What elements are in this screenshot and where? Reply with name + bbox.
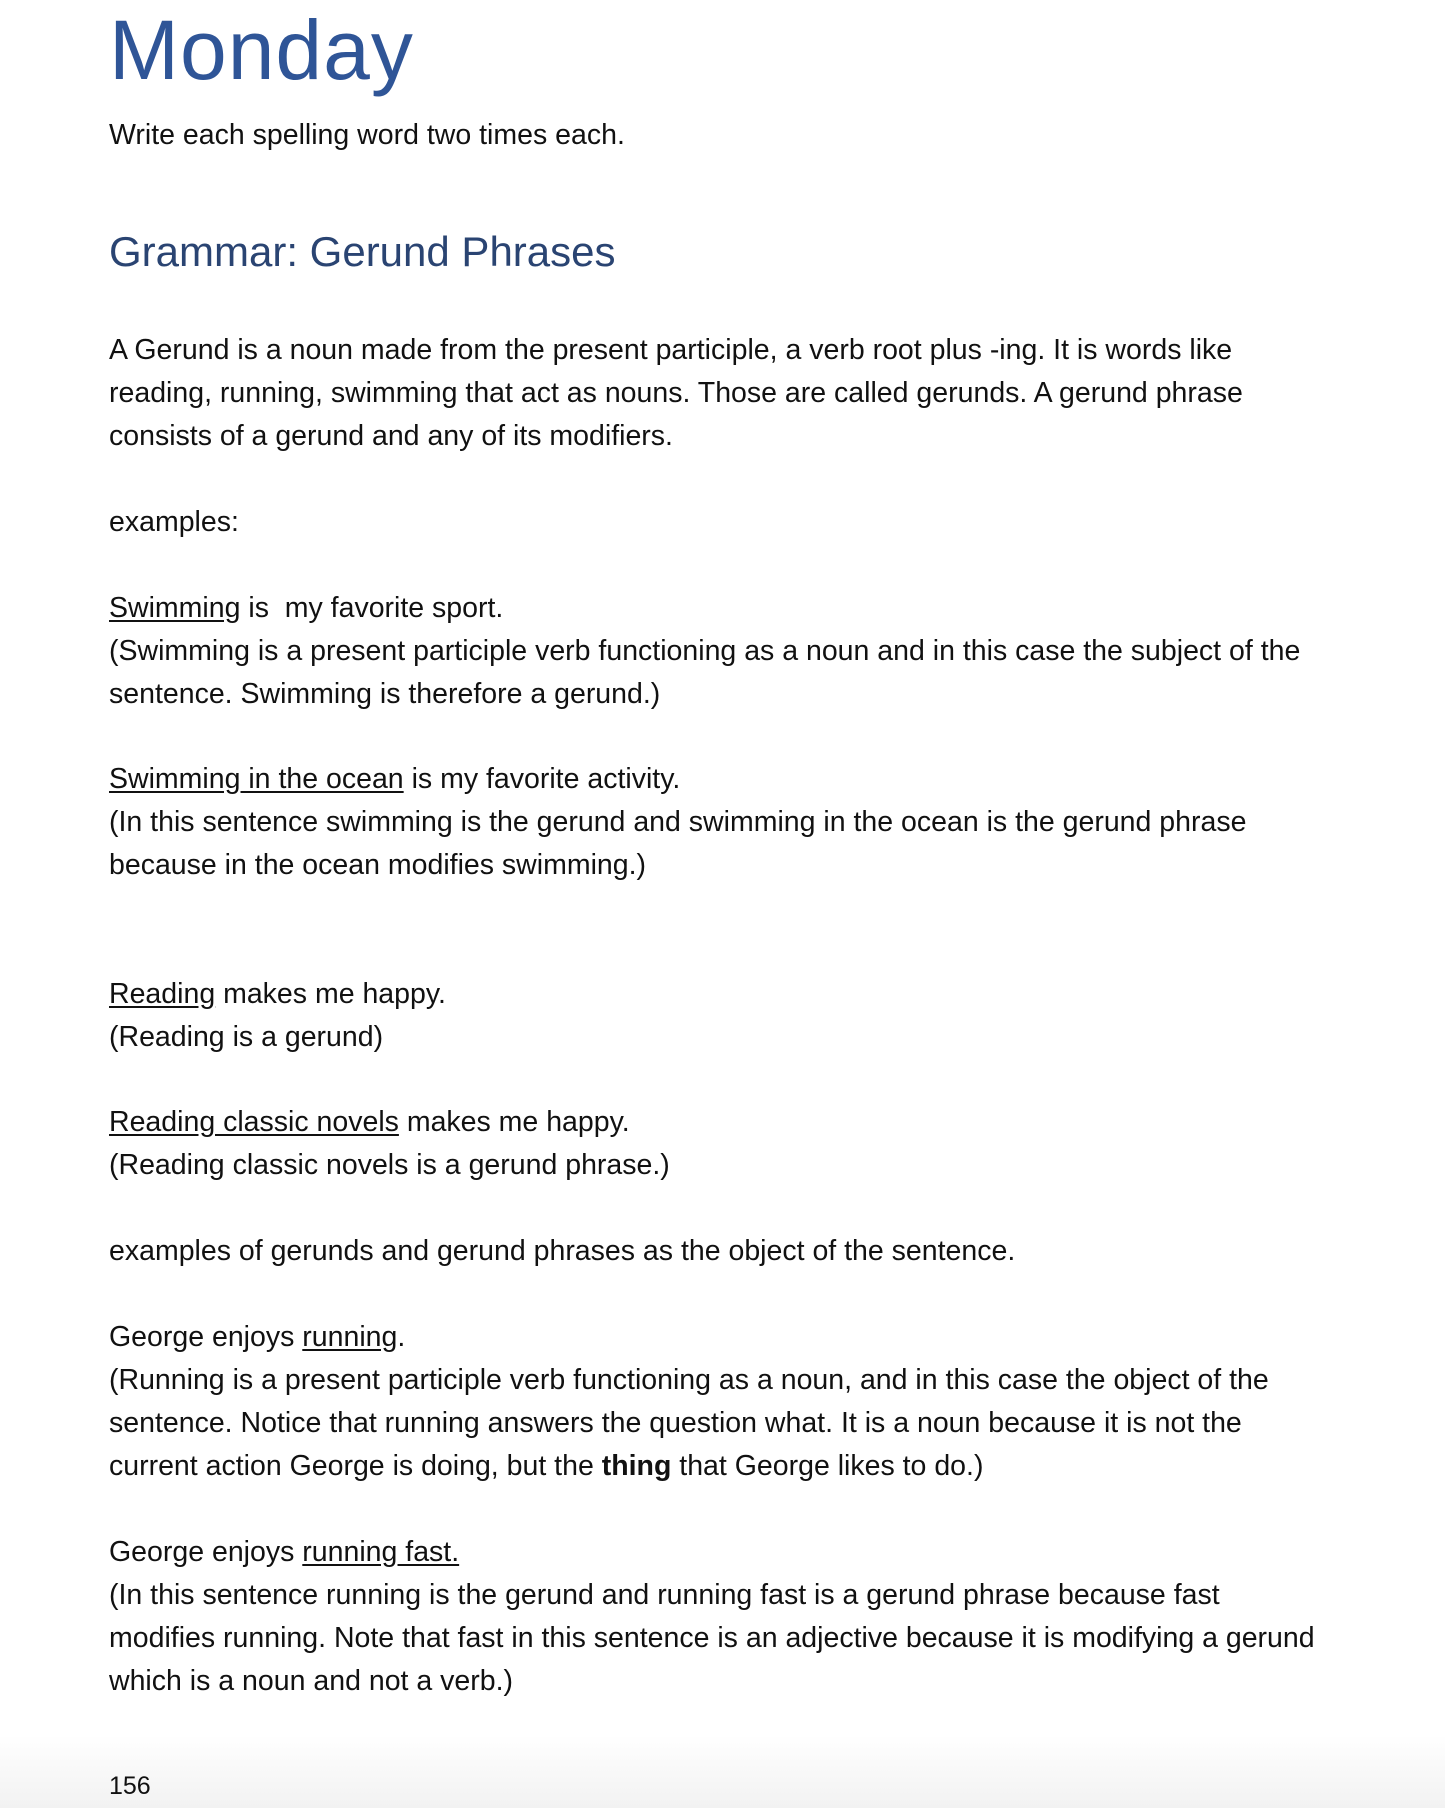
explanation-line: (Reading is a gerund) [109, 1021, 384, 1053]
definition-line: reading, running, swimming that act as nouns. Those are called gerunds. A gerund phrase [109, 377, 1243, 409]
bold-word: thing [601, 1450, 672, 1482]
explanation-line: sentence. Notice that running answers the question what. It is a noun because it is not the [109, 1407, 1242, 1439]
example-reading [109, 973, 1399, 1059]
definition-paragraph [109, 329, 1399, 458]
example-sentence-rest: makes me happy. [215, 978, 446, 1010]
example-sentence-prefix: George enjoys [109, 1321, 303, 1353]
gerund-underline: Swimming [109, 592, 241, 624]
explanation-line: modifies running. Note that fast in this sentence is an adjective because it is modifying a gerund [109, 1622, 1315, 1654]
gerund-underline: Reading [109, 978, 216, 1010]
example-sentence-rest: is my favorite sport. [240, 592, 504, 624]
example-sentence-rest: makes me happy. [398, 1106, 630, 1138]
explanation-line: (In this sentence running is the gerund and running fast is a gerund phrase because fast [109, 1579, 1220, 1611]
example-sentence-rest: is my favorite activity. [403, 763, 681, 795]
explanation-line: (Swimming is a present participle verb functioning as a noun and in this case the subject of the [109, 635, 1301, 667]
definition-line: consists of a gerund and any of its modifiers. [109, 420, 673, 452]
explanation-line: (Running is a present participle verb functioning as a noun, and in this case the object of the [109, 1364, 1269, 1396]
explanation-line: sentence. Swimming is therefore a gerund.) [109, 678, 661, 710]
gerund-underline: running [302, 1321, 398, 1353]
example-swimming [109, 587, 1399, 716]
instruction-text: Write each spelling word two times each. [109, 119, 625, 151]
example-swimming-ocean [109, 758, 1399, 887]
explanation-line: (In this sentence swimming is the gerund and swimming in the ocean is the gerund phrase [109, 806, 1247, 838]
object-intro: examples of gerunds and gerund phrases as the object of the sentence. [109, 1235, 1016, 1267]
example-sentence-suffix: . [397, 1321, 406, 1353]
explanation-line: current action George is doing, but the thing that George likes to do.) [109, 1450, 984, 1482]
explanation-line: which is a noun and not a verb.) [109, 1665, 513, 1697]
example-george-running [109, 1316, 1399, 1488]
example-george-running-fast [109, 1531, 1399, 1703]
examples-label: examples: [109, 506, 239, 538]
page-number: 156 [109, 1772, 151, 1800]
page-title: Monday [109, 3, 414, 97]
explanation-line: (Reading classic novels is a gerund phrase.) [109, 1149, 670, 1181]
explanation-line: because in the ocean modifies swimming.) [109, 849, 647, 881]
example-sentence-prefix: George enjoys [109, 1536, 303, 1568]
gerund-phrase-underline: Swimming in the ocean [109, 763, 404, 795]
gerund-phrase-underline: running fast. [302, 1536, 460, 1568]
example-reading-novels [109, 1101, 1399, 1187]
section-heading: Grammar: Gerund Phrases [109, 228, 616, 275]
definition-line: A Gerund is a noun made from the present participle, a verb root plus -ing. It is words like [109, 334, 1233, 366]
gerund-phrase-underline: Reading classic novels [109, 1106, 399, 1138]
